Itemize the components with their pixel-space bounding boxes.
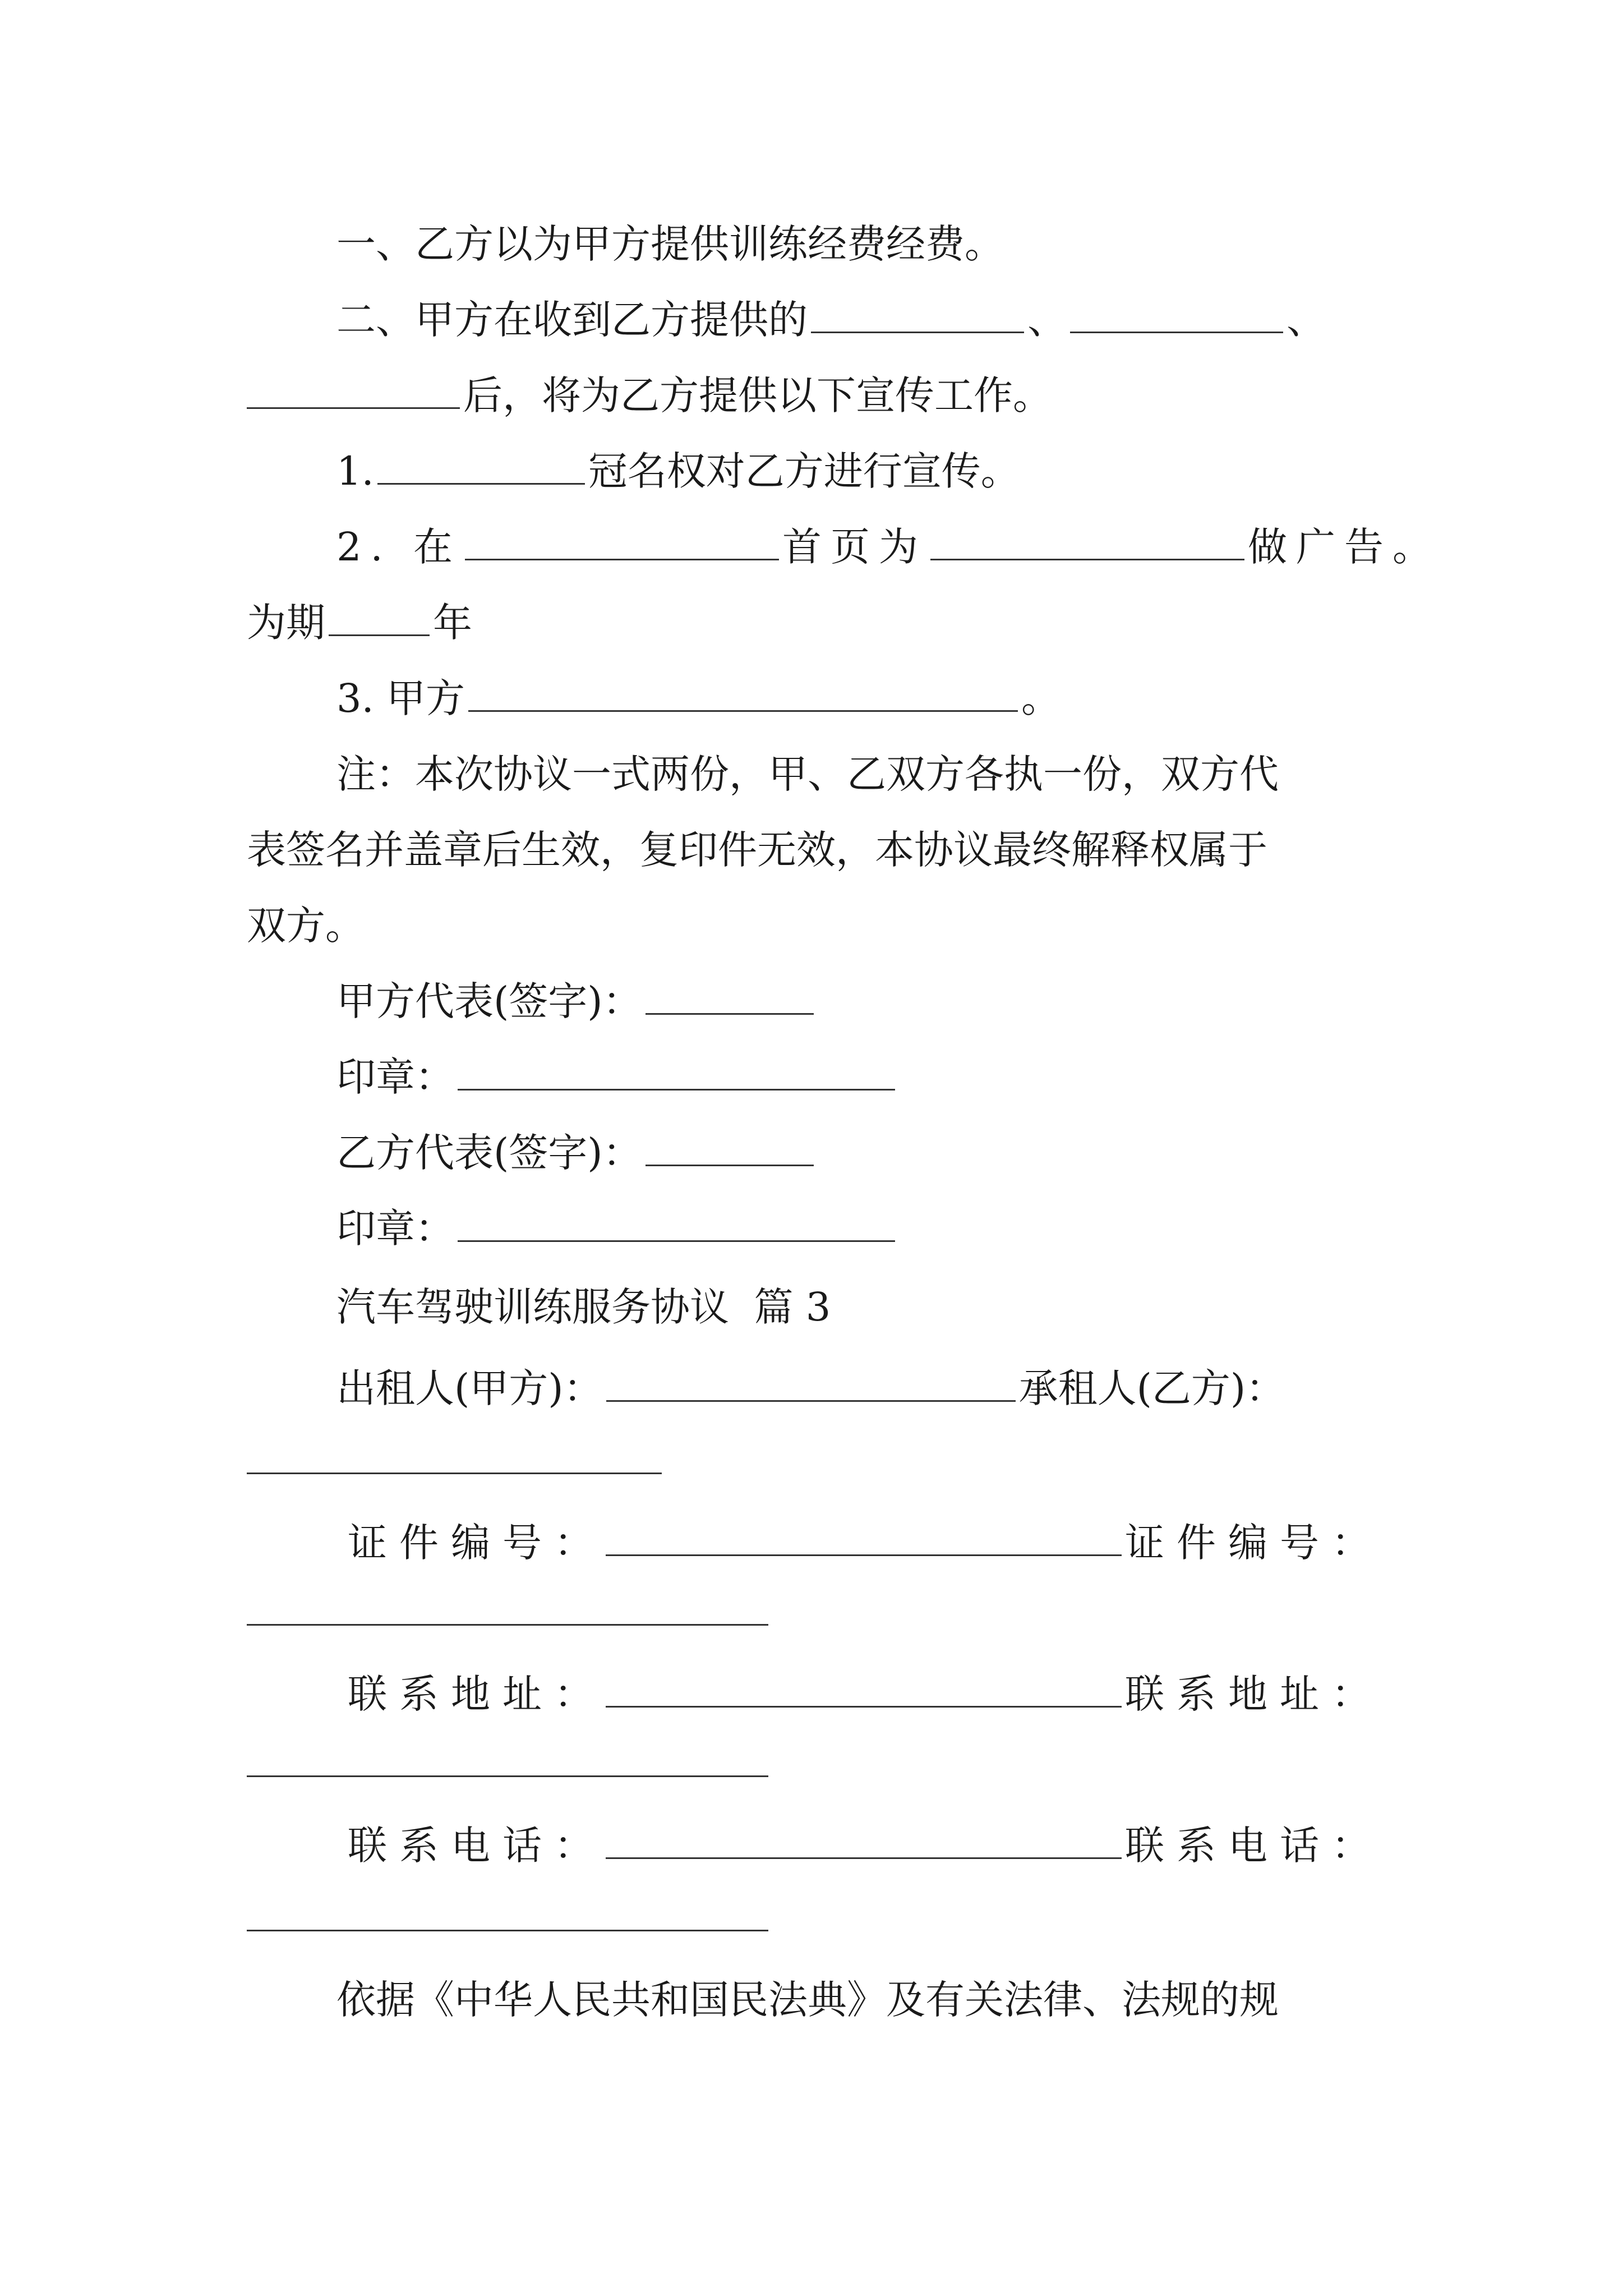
address-a-label: 联系地址： [348, 1671, 606, 1717]
separator: 、 [1027, 297, 1067, 343]
note-line-3 [247, 898, 365, 954]
blank-field [377, 446, 585, 485]
clause-two-text: 二、甲方在收到乙方提供的 [336, 297, 808, 343]
phone-line [348, 1818, 1383, 1874]
item-number: 1. [336, 448, 374, 494]
blank-field [465, 522, 779, 560]
item-two [336, 519, 1441, 575]
item-three [336, 670, 1061, 726]
seal-a [336, 1049, 898, 1105]
id-number-a-field [606, 1517, 1122, 1556]
item-one-text: 冠名权对乙方进行宣传。 [588, 448, 1020, 494]
address-a-field [606, 1669, 1122, 1708]
id-number-a-label: 证件编号： [348, 1520, 606, 1566]
separator: 、 [1287, 297, 1326, 343]
address-b-field [247, 1775, 768, 1777]
seal-b-label: 印章： [336, 1205, 454, 1251]
address-line [348, 1666, 1383, 1722]
clause-two [336, 292, 1326, 348]
address-b-label: 联系地址： [1125, 1671, 1383, 1717]
lessee-field [247, 1473, 662, 1474]
section-title-text: 汽车驾驶训练服务协议 篇 3 [336, 1284, 831, 1330]
clause-two-cont-text: 后，将为乙方提供以下宣传工作。 [463, 372, 1052, 418]
clause-one [336, 216, 1004, 272]
seal-a-label: 印章： [336, 1054, 454, 1100]
lessor-line [336, 1360, 1285, 1416]
item-two-text-e: 年 [433, 600, 472, 646]
seal-b [336, 1200, 898, 1257]
clause-two-cont [247, 367, 1052, 424]
signature-field [645, 976, 814, 1015]
note-text: 注：本次协议一式两份，甲、乙双方各执一份，双方代 [336, 751, 1279, 797]
section-title [336, 1279, 831, 1335]
id-number-b-field [247, 1624, 768, 1626]
signature-field [645, 1128, 814, 1166]
note-text: 表签名并盖章后生效，复印件无效，本协议最终解释权属于 [247, 827, 1267, 873]
blank-field [329, 597, 430, 636]
phone-b-label: 联系电话： [1125, 1823, 1383, 1869]
basis-text: 依据《中华人民共和国民法典》及有关法律、法规的规 [336, 1977, 1279, 2023]
note-line-1 [336, 746, 1279, 802]
item-two-text-d: 为期 [247, 600, 325, 646]
party-a-rep-label: 甲方代表(签字)： [336, 978, 642, 1024]
seal-field [458, 1203, 895, 1242]
clause-one-text: 一、乙方以为甲方提供训练经费经费。 [336, 221, 1004, 267]
seal-field [458, 1052, 895, 1091]
item-three-text-b: 。 [1021, 675, 1061, 721]
blank-field [468, 673, 1018, 712]
phone-a-field [606, 1820, 1122, 1859]
phone-a-label: 联系电话： [348, 1823, 606, 1869]
party-a-rep [336, 973, 817, 1029]
note-line-2 [247, 822, 1267, 878]
id-number-b-label: 证件编号： [1125, 1520, 1383, 1566]
item-one [336, 443, 1020, 499]
basis-line [336, 1972, 1279, 2028]
phone-b-field [247, 1930, 768, 1931]
item-three-text-a: 3. 甲方 [336, 675, 465, 721]
blank-field [811, 295, 1024, 333]
party-b-rep [336, 1125, 817, 1181]
party-b-rep-label: 乙方代表(签字)： [336, 1130, 642, 1176]
item-two-text-b: 首页为 [782, 524, 928, 570]
lessor-label: 出租人(甲方)： [336, 1365, 603, 1411]
id-number-line [348, 1515, 1383, 1571]
blank-field [1070, 295, 1283, 333]
item-two-text-c: 做广告。 [1248, 524, 1441, 570]
lessee-label: 承租人(乙方)： [1018, 1365, 1285, 1411]
item-two-text-a: 2. 在 [336, 524, 462, 570]
lessor-field [606, 1363, 1016, 1402]
note-text: 双方。 [247, 903, 365, 949]
blank-field [247, 370, 460, 409]
item-two-cont [247, 595, 472, 651]
blank-field [930, 522, 1244, 560]
